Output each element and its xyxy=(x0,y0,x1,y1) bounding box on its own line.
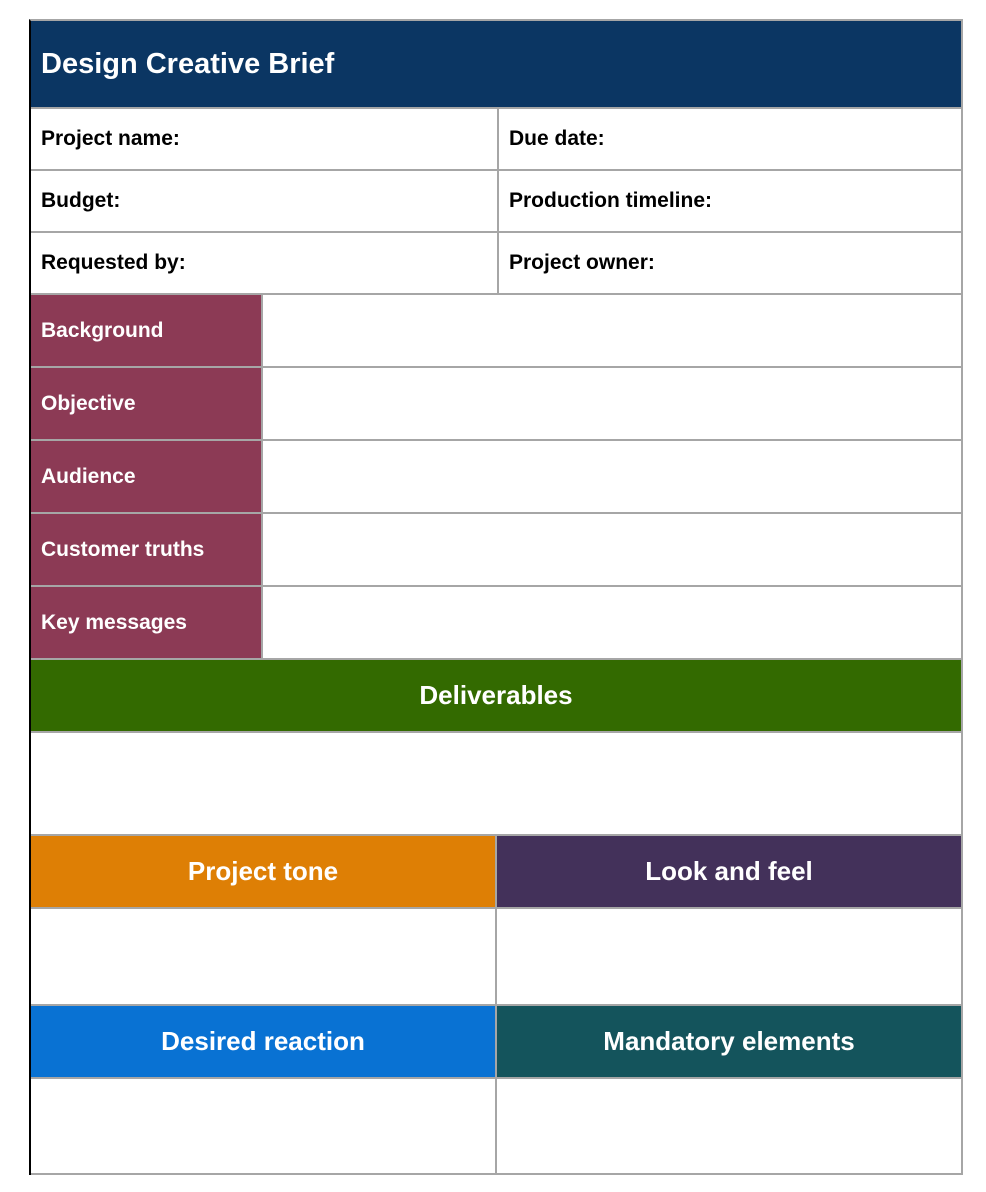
key-messages-value[interactable] xyxy=(263,587,961,658)
desired-reaction-value[interactable] xyxy=(31,1079,497,1173)
customer-truths-label: Customer truths xyxy=(31,514,263,585)
info-row-3 xyxy=(31,233,961,295)
section-row-customer-truths xyxy=(31,514,961,587)
title-row xyxy=(31,21,961,109)
deliverables-content-row xyxy=(31,733,961,836)
info-row-2 xyxy=(31,171,961,233)
section-row-objective xyxy=(31,368,961,441)
deliverables-value[interactable] xyxy=(31,733,961,834)
audience-value[interactable] xyxy=(263,441,961,512)
reaction-mandatory-header-row xyxy=(31,1006,961,1079)
document-title: Design Creative Brief xyxy=(31,21,961,107)
production-timeline-field[interactable]: Production timeline: xyxy=(497,171,961,231)
requested-by-field[interactable]: Requested by: xyxy=(41,251,186,274)
look-and-feel-value[interactable] xyxy=(497,909,961,1004)
project-tone-header: Project tone xyxy=(31,836,497,907)
deliverables-header: Deliverables xyxy=(31,660,961,731)
budget-field[interactable]: Budget: xyxy=(41,189,121,212)
creative-brief-table xyxy=(29,19,963,1175)
section-row-audience xyxy=(31,441,961,514)
info-row-1 xyxy=(31,109,961,171)
deliverables-header-row xyxy=(31,660,961,733)
reaction-mandatory-content-row xyxy=(31,1079,961,1175)
key-messages-label: Key messages xyxy=(31,587,263,658)
section-row-background xyxy=(31,295,961,368)
background-value[interactable] xyxy=(263,295,961,366)
due-date-field[interactable]: Due date: xyxy=(497,109,961,169)
project-name-field[interactable]: Project name: xyxy=(41,127,180,150)
objective-value[interactable] xyxy=(263,368,961,439)
mandatory-elements-header: Mandatory elements xyxy=(497,1006,961,1077)
customer-truths-value[interactable] xyxy=(263,514,961,585)
mandatory-elements-value[interactable] xyxy=(497,1079,961,1173)
tone-look-header-row xyxy=(31,836,961,909)
section-row-key-messages xyxy=(31,587,961,660)
objective-label: Objective xyxy=(31,368,263,439)
project-owner-field[interactable]: Project owner: xyxy=(497,233,961,293)
background-label: Background xyxy=(31,295,263,366)
look-and-feel-header: Look and feel xyxy=(497,836,961,907)
desired-reaction-header: Desired reaction xyxy=(31,1006,497,1077)
tone-look-content-row xyxy=(31,909,961,1006)
project-tone-value[interactable] xyxy=(31,909,497,1004)
audience-label: Audience xyxy=(31,441,263,512)
